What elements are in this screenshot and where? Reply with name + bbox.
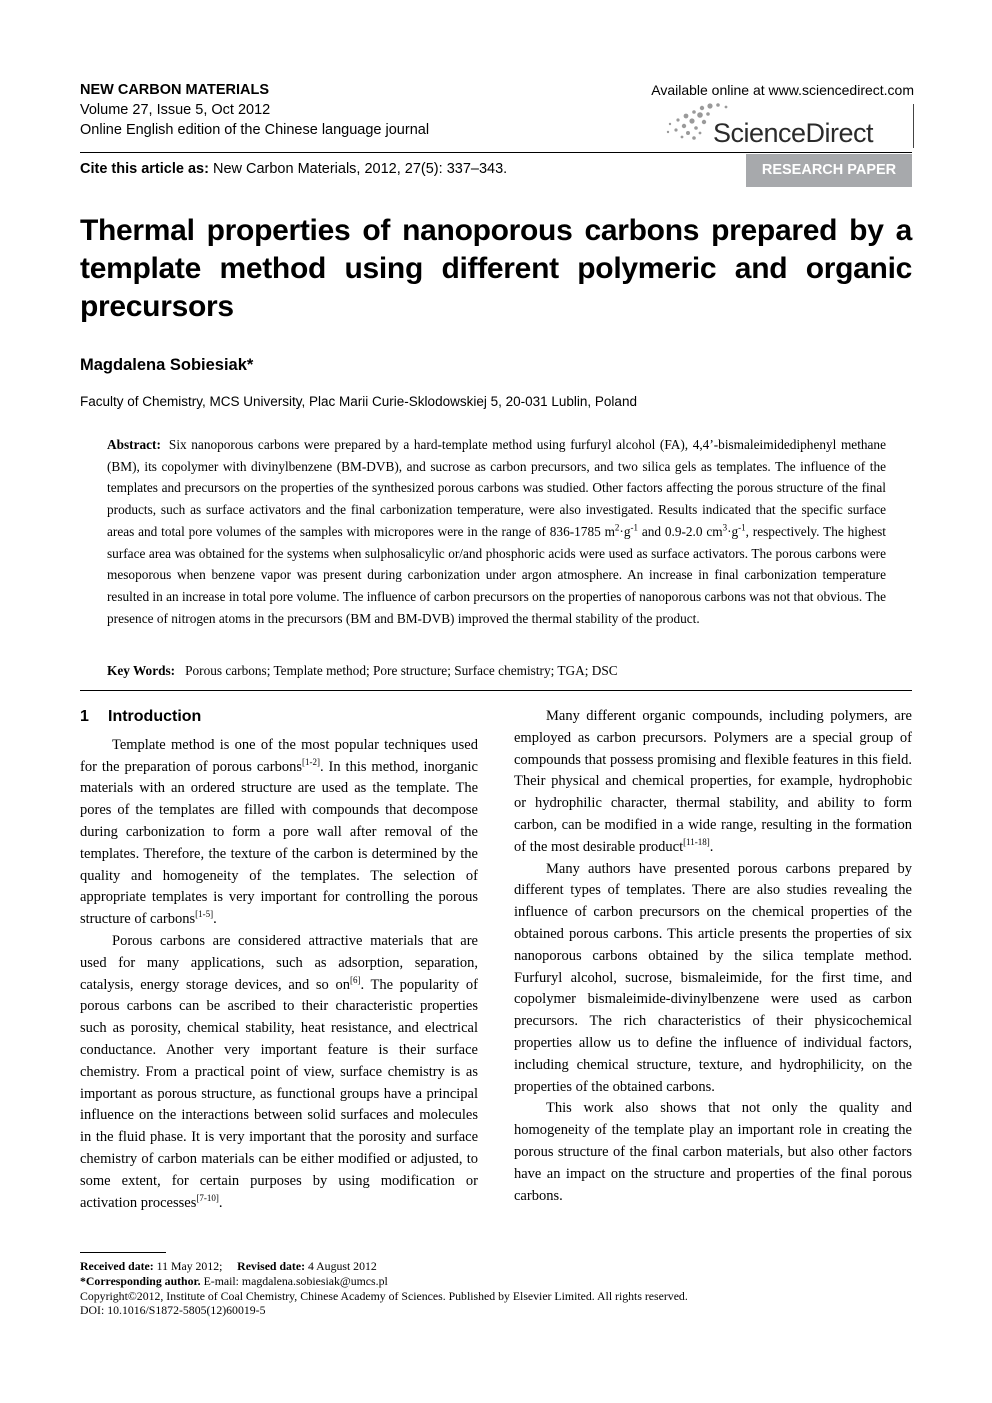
keywords-text: Porous carbons; Template method; Pore structure; Surface chemistry; TGA; DSC <box>185 663 618 678</box>
sciencedirect-name: ScienceDirect <box>713 118 874 148</box>
body-column-right <box>514 706 912 1207</box>
section-title: Introduction <box>108 708 202 725</box>
abstract-label: Abstract: <box>107 437 161 452</box>
abstract-sup: 2 <box>614 522 620 533</box>
available-online-text: Available online at www.sciencedirect.com <box>651 82 914 98</box>
citation-ref: [7-10] <box>196 1192 219 1203</box>
article-type-badge: RESEARCH PAPER <box>746 154 912 187</box>
header-rule <box>80 152 912 153</box>
journal-volume: Volume 27, Issue 5, Oct 2012 <box>80 102 271 118</box>
corresponding-line <box>80 1274 912 1289</box>
paragraph: This work also shows that not only the quality and homogeneity of the template play an important role in creating the porous structure of the final carbon materials, but also other factors have an impact on the structure and properties of the final porous carbons. <box>514 1100 912 1204</box>
paragraph-text: . <box>213 911 217 928</box>
paragraph <box>80 931 478 1214</box>
journal-edition: Online English edition of the Chinese language journal <box>80 122 430 138</box>
section-heading <box>80 706 478 728</box>
abstract-text-1: Six nanoporous carbons were prepared by a hard-template method using furfuryl alcohol (FA), 4,4’-bismaleimidediphenyl methane (BM), its copolymer with divinylbenzene (BM-DVB), and sucrose as carbon precursors, and two silica gels as templates. The influence of the templates and precursors on the properties of the synthesized porous carbons was studied. Other factors affecting the porous structure of the final products, such as surface activators and the final carbonization temperature, were also investigated. Results indicated that the specific surface areas and total pore volumes of the samples with micropores were in the range of 836-1785 m <box>107 437 886 539</box>
cite-label: Cite this article as: <box>80 161 209 177</box>
corresponding-email: E-mail: magdalena.sobiesiak@umcs.pl <box>203 1273 388 1288</box>
keywords <box>107 660 886 682</box>
paragraph-text: Template method is one of the most popular techniques used for the preparation of porous carbons <box>80 736 478 775</box>
abstract-text: ·g <box>619 523 631 539</box>
paragraph-text: Porous carbons are considered attractive materials that are used for many applications, such as adsorption, separation, catalysis, energy storage devices, and so on <box>80 932 478 993</box>
paragraph-text: . The popularity of porous carbons can be ascribed to their characteristic properties such as porosity, chemical stability, heat resistance, and electrical conductance. Another very important feature is their surface chemistry. From a practical point of view, surface chemistry is as important as porous structure, as functional groups have a principal influence on the interactions between solid surfaces and molecules in the fluid phase. It is very important that the porosity and surface chemistry of carbon materials can be either modified or adjusted, to some extent, for certain purposes by using modification or activation processes <box>80 976 478 1211</box>
journal-header <box>80 80 429 140</box>
corresponding-label: *Corresponding author. <box>80 1273 201 1288</box>
footnote-rule <box>80 1252 166 1253</box>
paragraph-text: . <box>218 1194 223 1211</box>
paragraph-text: Many different organic compounds, including polymers, are employed as carbon precursors. Polymers are a special group of compounds that possess promising and flexible features in this field. Their physical and chemical properties, for example, hydrophobic or hydrophilic character, thermal stability, and ability to form carbon, can be modified in a wide range, resulting in the formation of the most desirable product <box>514 708 912 855</box>
abstract-text: ·g <box>727 523 739 539</box>
author-name: Magdalena Sobiesiak* <box>80 356 254 374</box>
sciencedirect-logo <box>628 98 914 150</box>
paragraph <box>80 735 478 931</box>
abstract-sup: 3 <box>722 522 728 533</box>
abstract-sup: -1 <box>738 522 746 533</box>
abstract <box>107 434 886 629</box>
revised-date: 4 August 2012 <box>307 1259 377 1273</box>
cite-text: New Carbon Materials, 2012, 27(5): 337–343. <box>212 161 508 177</box>
body-column-left <box>80 706 478 1214</box>
paragraph <box>514 706 912 859</box>
paragraph-text: . In this method, inorganic materials with an ordered structure are used as the template. The pores of the templates are filled with compounds that decompose during carbonization to form a pore wall after removal of the templates. Therefore, the texture of the carbon is determined by the quality and homogeneity of the templates. The selection of appropriate templates is very important for controlling the porous structure of carbons <box>80 758 478 928</box>
citation-ref: [6] <box>349 974 361 985</box>
publisher-block <box>628 82 914 150</box>
citation-ref: [11-18] <box>683 836 710 847</box>
doi-line: DOI: 10.1016/S1872-5805(12)60019-5 <box>80 1303 266 1318</box>
cite-line <box>80 161 507 177</box>
logo-divider <box>913 104 914 148</box>
paragraph-text: . <box>709 838 714 855</box>
abstract-text-2: , respectively. The highest surface area was obtained for the systems when sulphosalicylic or/and phosphoric acids were used as surface activators. The porous carbons were mesoporous when benzene vapor was present during carbonization under argon atmosphere. An increase in final carbonization temperature resulted in an increase in total pore volume. The influence of carbon precursors on the properties of nanoporous carbons was not that obvious. The presence of nitrogen atoms in the precursors (BM and BM-DVB) improved the thermal stability of the product. <box>107 523 886 626</box>
revised-label: Revised date: <box>237 1259 305 1273</box>
keywords-label: Key Words: <box>107 663 176 678</box>
abstract-text: and 0.9-2.0 cm <box>638 523 723 539</box>
paragraph: Many authors have presented porous carbons prepared by different types of templates. There are also studies revealing the influence of carbon precursors on the chemical properties of the obtained porous carbons. This article presents the properties of six nanoporous carbons obtained by the silica template method. Furfuryl alcohol, sucrose, bismaleimide, for the first time, and copolymer bismaleimide-divinylbenzene were used as carbon precursors. The rich characteristics of their physicochemical properties allow us to define the influence of individual factors, including chemical structure, texture, and hydrophilicity, on the properties of the obtained carbons. <box>514 860 912 1095</box>
abstract-sup: -1 <box>630 522 638 533</box>
section-number: 1 <box>80 708 89 725</box>
received-date: 11 May 2012; <box>156 1259 223 1273</box>
author-affiliation: Faculty of Chemistry, MCS University, Plac Marii Curie-Sklodowskiej 5, 20-031 Lublin, Poland <box>80 394 637 409</box>
citation-ref: [1-5] <box>195 909 214 920</box>
journal-name: NEW CARBON MATERIALS <box>80 82 270 98</box>
received-label: Received date: <box>80 1259 154 1273</box>
footnotes <box>80 1259 912 1318</box>
article-title: Thermal properties of nanoporous carbons prepared by a template method using different polymeric and organic precursors <box>80 214 912 323</box>
copyright-line: Copyright©2012, Institute of Coal Chemistry, Chinese Academy of Sciences. Published by Elsevier Limited. All rights reserved. <box>80 1288 688 1303</box>
section-rule <box>80 690 912 691</box>
dates-line <box>80 1259 912 1274</box>
citation-ref: [1-2] <box>301 756 320 767</box>
